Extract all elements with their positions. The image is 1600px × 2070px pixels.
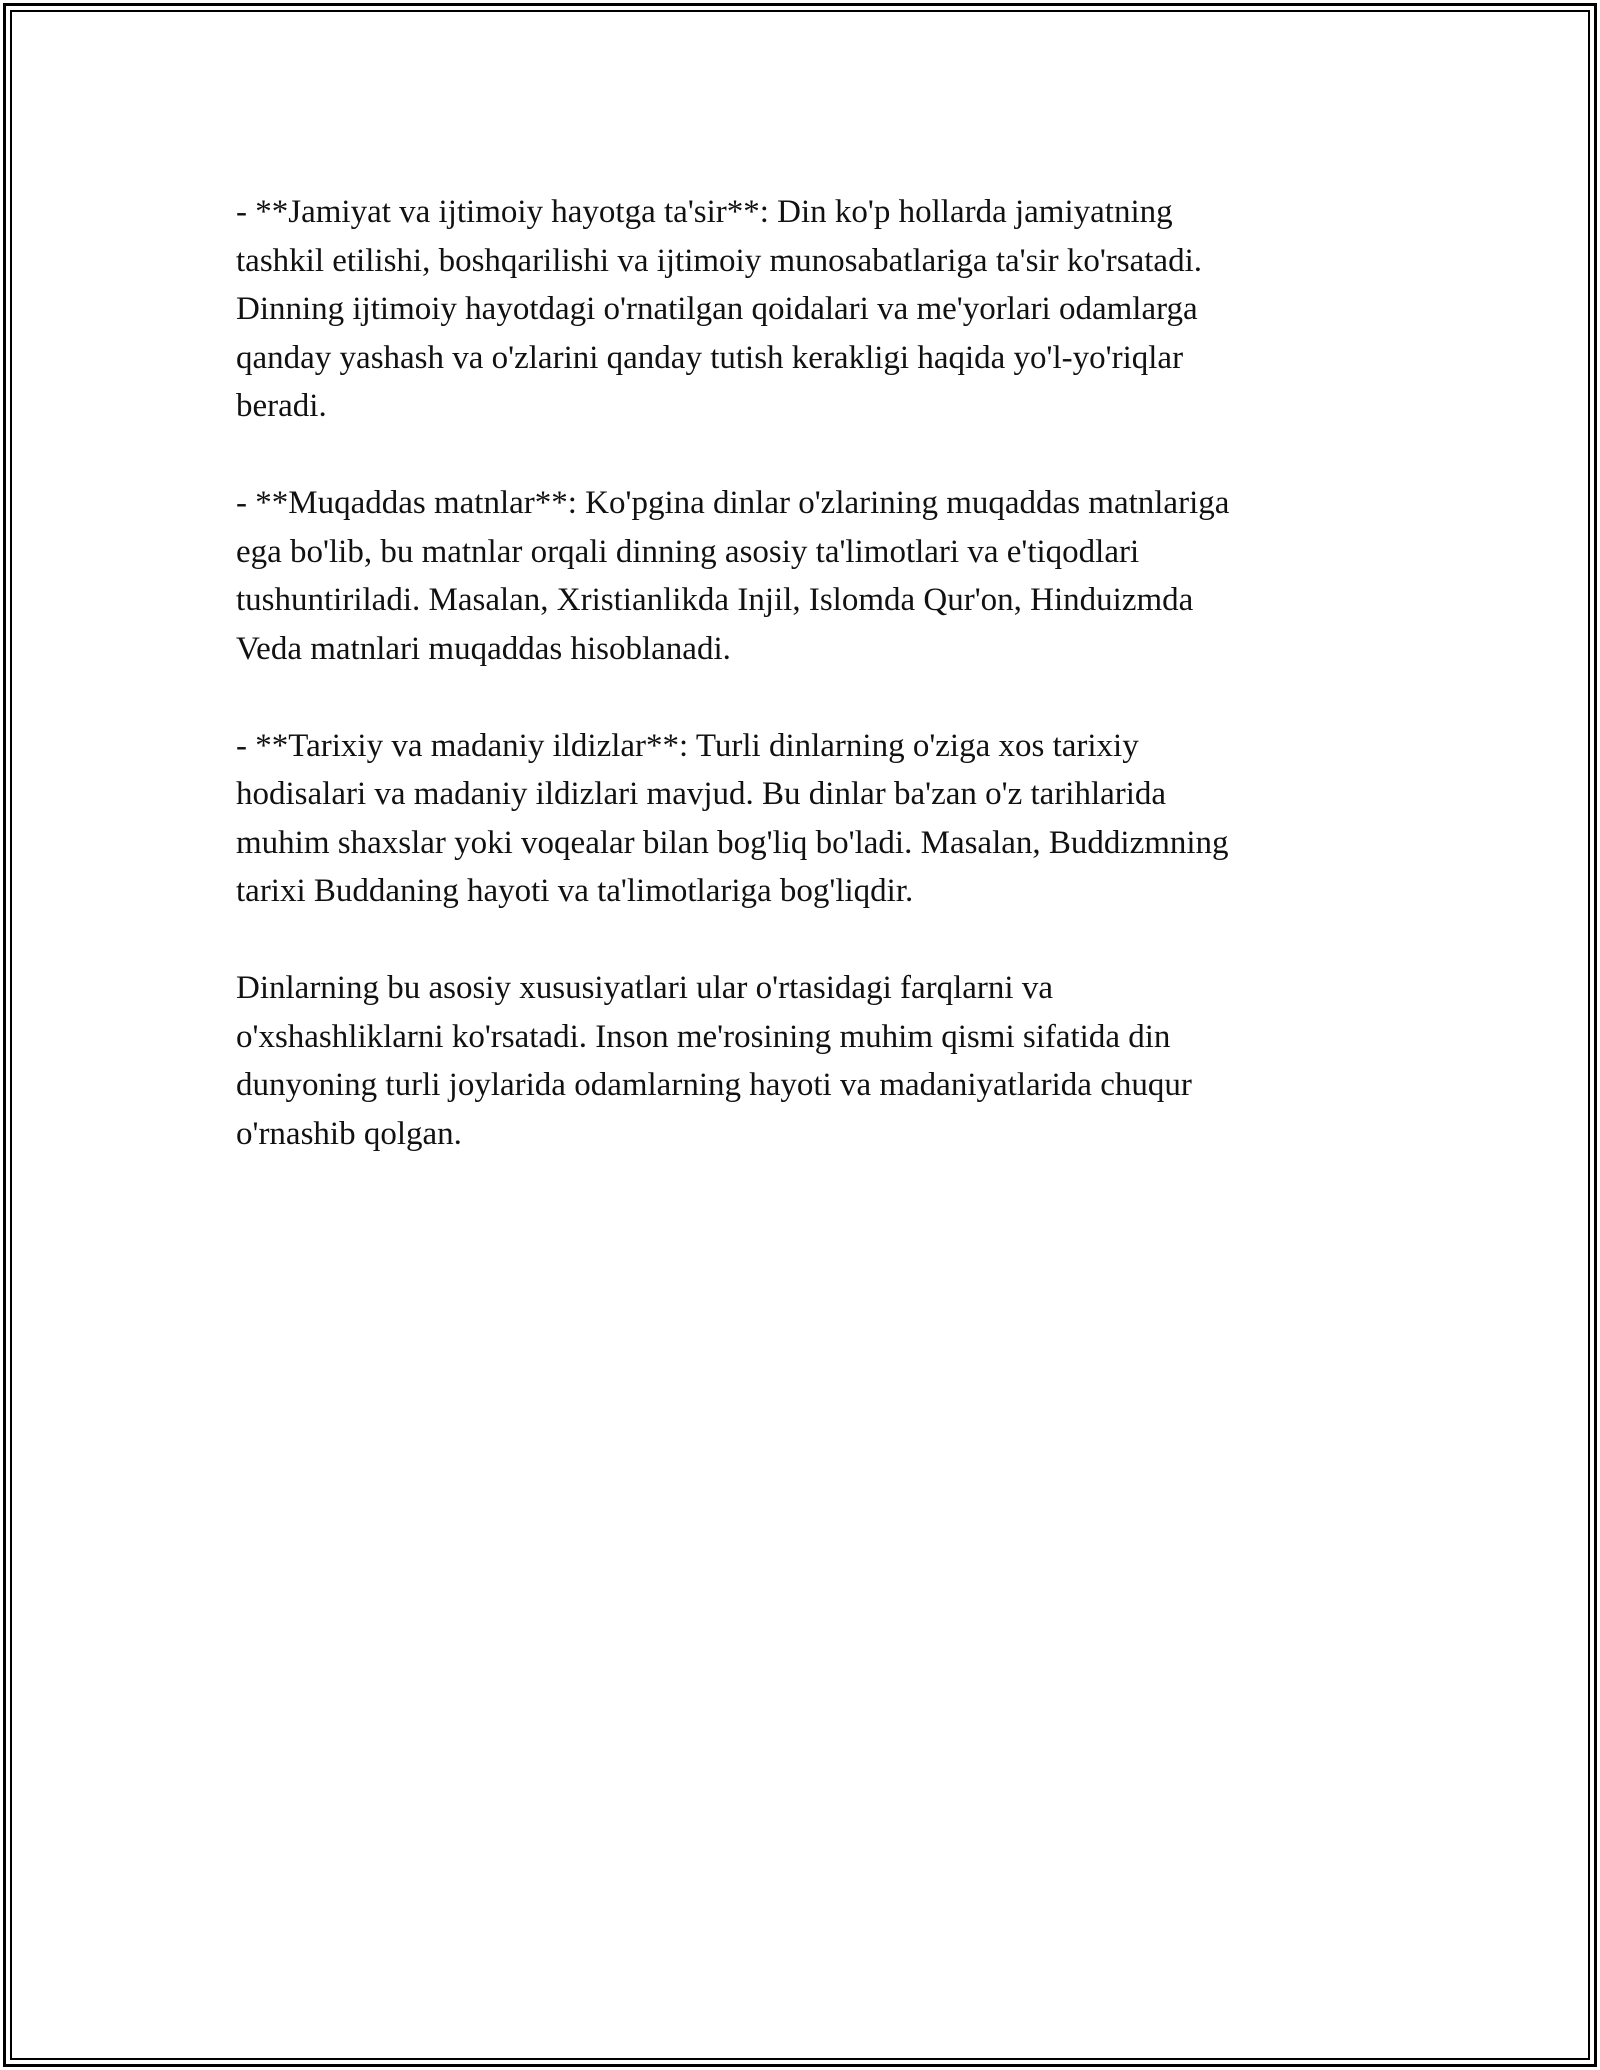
paragraph-historical-roots: - **Tarixiy va madaniy ildizlar**: Turli dinlarning o'ziga xos tarixiy hodisalari va madaniy ildizlari mavjud. Bu dinlar ba'zan o'z tarihlarida muhim shaxslar yoki voqealar bilan bog'liq bo'ladi. Masalan, Buddizmning tarixi Buddaning hayoti va ta'limotlariga bog'liqdir. xyxy=(236,727,1229,909)
document-body xyxy=(236,188,1366,1158)
paragraph-conclusion: Dinlarning bu asosiy xususiyatlari ular o'rtasidagi farqlarni va o'xshashliklarni ko'rsatadi. Inson me'rosining muhim qismi sifatida din dunyoning turli joylarida odamlarning hayoti va madaniyatlarida chuqur o'rnashib qolgan. xyxy=(236,970,1192,1152)
paragraph-society-influence: - **Jamiyat va ijtimoiy hayotga ta'sir**: Din ko'p hollarda jamiyatning tashkil etilishi, boshqarilishi va ijtimoiy munosabatlariga ta'sir ko'rsatadi. Dinning ijtimoiy hayotdagi o'rnatilgan qoidalari va me'yorlari odamlarga qanday yashash va o'zlarini qanday tutish kerakligi haqida yo'l-yo'riqlar beradi. xyxy=(236,194,1202,424)
paragraph-sacred-texts: - **Muqaddas matnlar**: Ko'pgina dinlar o'zlarining muqaddas matnlariga ega bo'lib, bu matnlar orqali dinning asosiy ta'limotlari va e'tiqodlari tushuntiriladi. Masalan, Xristianlikda Injil, Islomda Qur'on, Hinduizmda Veda matnlari muqaddas hisoblanadi. xyxy=(236,485,1230,667)
